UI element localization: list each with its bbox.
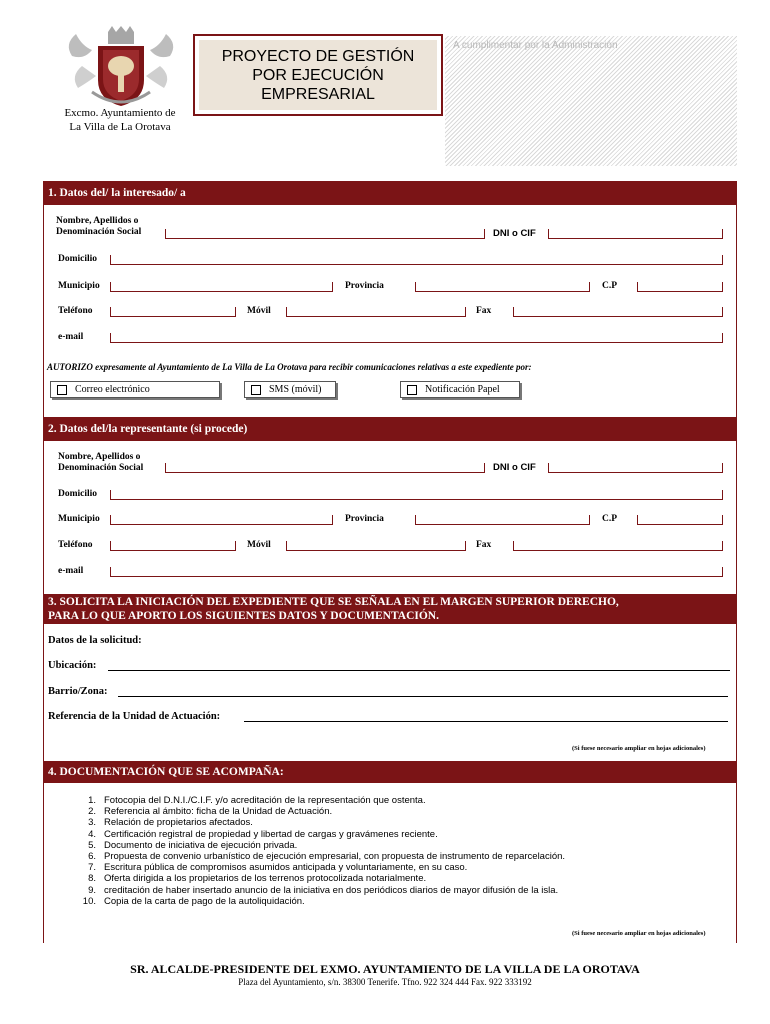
document-item-number: 8. [88, 873, 96, 885]
document-list-item [70, 862, 565, 873]
s1-fax-label: Fax [476, 306, 492, 316]
section-3-title-line-1: 3. SOLICITA LA INICIACIÓN DEL EXPEDIENTE QUE SE SEÑALA EN EL MARGEN SUPERIOR DERECHO, [48, 596, 619, 608]
s1-dni-label: DNI o CIF [493, 228, 536, 239]
admin-only-box [445, 36, 737, 166]
section-4-header: 4. DOCUMENTACIÓN QUE SE ACOMPAÑA: [43, 761, 736, 783]
s2-name-input[interactable] [165, 463, 485, 473]
document-item-number: 1. [88, 795, 96, 806]
s2-provincia-label: Provincia [345, 514, 384, 524]
document-list-item [70, 851, 565, 862]
s2-movil-label: Móvil [247, 540, 271, 550]
s2-municipio-label: Municipio [58, 514, 100, 524]
document-item-number: 7. [88, 862, 96, 874]
document-item-text: Documento de iniciativa de ejecución privada. [104, 839, 298, 851]
section-2-header: 2. Datos del/la representante (si procede) [43, 417, 736, 441]
s2-telefono-input[interactable] [110, 541, 236, 551]
s2-fax-label: Fax [476, 540, 492, 550]
s2-domicilio-label: Domicilio [58, 489, 98, 499]
referencia-input[interactable] [244, 721, 728, 722]
s2-cp-input[interactable] [637, 515, 723, 525]
s1-cp-label: C.P [602, 281, 618, 291]
s1-domicilio-input[interactable] [110, 255, 723, 265]
datos-solicitud-label: Datos de la solicitud: [48, 635, 142, 646]
ubicacion-label: Ubicación: [48, 660, 97, 671]
document-item-text: creditación de haber insertado anuncio de la iniciativa en dos periódicos diarios de mayor difusión de la isla. [104, 884, 559, 896]
document-item-number: 5. [88, 839, 96, 851]
municipality-line-2: La Villa de La Orotava [69, 121, 171, 133]
form-title-box [193, 34, 443, 116]
document-list-item [70, 795, 565, 806]
document-list-item [70, 829, 565, 840]
s1-name-label-line1: Nombre, Apellidos o [56, 216, 139, 226]
section-3-title-line-2: PARA LO QUE APORTO LOS SIGUIENTES DATOS Y DOCUMENTACIÓN. [48, 610, 439, 622]
s2-dni-input[interactable] [548, 463, 723, 473]
document-item-number: 2. [88, 806, 96, 818]
municipality-line-1: Excmo. Ayuntamiento de [64, 107, 176, 119]
s1-email-label: e-mail [58, 332, 84, 342]
document-list-item [70, 840, 565, 851]
s2-name-label-line2: Denominación Social [58, 463, 144, 473]
document-list-item [70, 817, 565, 828]
s2-provincia-input[interactable] [415, 515, 590, 525]
document-item-text: Certificación registral de propiedad y libertad de cargas y gravámenes reciente. [104, 828, 438, 840]
s2-domicilio-input[interactable] [110, 490, 723, 500]
s1-municipio-label: Municipio [58, 281, 100, 291]
s1-provincia-input[interactable] [415, 282, 590, 292]
document-list-item [70, 896, 565, 907]
s2-name-label-line1: Nombre, Apellidos o [58, 452, 141, 462]
s1-provincia-label: Provincia [345, 281, 384, 291]
document-item-text: Escritura pública de compromisos asumidos anticipada y voluntariamente, en su caso. [104, 862, 468, 874]
option-paper-checkbox[interactable] [400, 381, 520, 398]
s2-email-label: e-mail [58, 566, 84, 576]
municipality-name [40, 106, 200, 134]
document-item-number: 10. [82, 895, 96, 907]
document-list-item [70, 885, 565, 896]
s1-email-input[interactable] [110, 333, 723, 343]
barrio-input[interactable] [118, 696, 728, 697]
document-list-item [70, 806, 565, 817]
s1-name-label [56, 216, 141, 238]
section-4-note: (Si fuese necesario ampliar en hojas adicionales) [572, 930, 706, 937]
ubicacion-input[interactable] [108, 670, 730, 671]
option-email-label: Correo electrónico [75, 384, 150, 395]
option-email-checkbox[interactable] [50, 381, 220, 398]
s2-dni-label: DNI o CIF [493, 462, 536, 473]
option-paper-label: Notificación Papel [425, 384, 500, 395]
s1-cp-input[interactable] [637, 282, 723, 292]
s2-telefono-label: Teléfono [58, 540, 93, 550]
referencia-label: Referencia de la Unidad de Actuación: [48, 711, 221, 722]
s2-movil-input[interactable] [286, 541, 466, 551]
section-3-header [43, 594, 736, 624]
address-line: Plaza del Ayuntamiento, s/n. 38300 Tenerife. Tfno. 922 324 444 Fax. 922 333192 [238, 977, 532, 987]
section-1-header: 1. Datos del/ la interesado/ a [43, 181, 736, 205]
title-line-2: POR EJECUCIÓN [252, 66, 384, 84]
document-item-text: Relación de propietarios afectados. [104, 817, 253, 829]
s1-fax-input[interactable] [513, 307, 723, 317]
document-item-number: 3. [88, 817, 96, 829]
document-list [70, 795, 565, 907]
s2-municipio-input[interactable] [110, 515, 333, 525]
s2-cp-label: C.P [602, 514, 618, 524]
barrio-label: Barrio/Zona: [48, 686, 108, 697]
checkbox-square-icon [251, 385, 261, 395]
s1-domicilio-label: Domicilio [58, 254, 98, 264]
s2-name-label [58, 452, 143, 474]
coat-of-arms-logo [62, 26, 180, 108]
s1-movil-label: Móvil [247, 306, 271, 316]
document-item-number: 9. [88, 884, 96, 896]
document-item-text: Copia de la carta de pago de la autoliquidación. [104, 895, 305, 907]
admin-only-label: A cumplimentar por la Administración [453, 40, 618, 51]
section-3-note: (Si fuese necesario ampliar en hojas adicionales) [572, 745, 706, 752]
document-item-number: 6. [88, 851, 96, 863]
document-item-text: Oferta dirigida a los propietarios de los terrenos protocolizada notarialmente. [104, 873, 427, 885]
title-line-1: PROYECTO DE GESTIÓN [221, 47, 415, 65]
document-item-number: 4. [88, 828, 96, 840]
document-item-text: Propuesta de convenio urbanístico de ejecución empresarial, con propuesta de instrumento de reparcelación. [104, 851, 566, 863]
s1-movil-input[interactable] [286, 307, 466, 317]
authorization-text: AUTORIZO expresamente al Ayuntamiento de La Villa de La Orotava para recibir comunicaciones relativas a este expediente por: [47, 362, 532, 372]
s1-municipio-input[interactable] [110, 282, 333, 292]
option-sms-label: SMS (móvil) [269, 384, 322, 395]
s1-name-input[interactable] [165, 229, 485, 239]
s1-telefono-input[interactable] [110, 307, 236, 317]
checkbox-square-icon [407, 385, 417, 395]
document-item-text: Fotocopia del D.N.I./C.I.F. y/o acreditación de la representación que ostenta. [104, 795, 426, 806]
document-list-item [70, 873, 565, 884]
addressee-line: SR. ALCALDE-PRESIDENTE DEL EXMO. AYUNTAMIENTO DE LA VILLA DE LA OROTAVA [130, 962, 640, 976]
title-line-3: EMPRESARIAL [261, 85, 375, 103]
s1-name-label-line2: Denominación Social [56, 227, 142, 237]
s2-email-input[interactable] [110, 567, 723, 577]
form-title [199, 40, 437, 110]
document-item-text: Referencia al ámbito: ficha de la Unidad de Actuación. [104, 806, 333, 818]
s1-dni-input[interactable] [548, 229, 723, 239]
checkbox-square-icon [57, 385, 67, 395]
s2-fax-input[interactable] [513, 541, 723, 551]
option-sms-checkbox[interactable] [244, 381, 336, 398]
s1-telefono-label: Teléfono [58, 306, 93, 316]
